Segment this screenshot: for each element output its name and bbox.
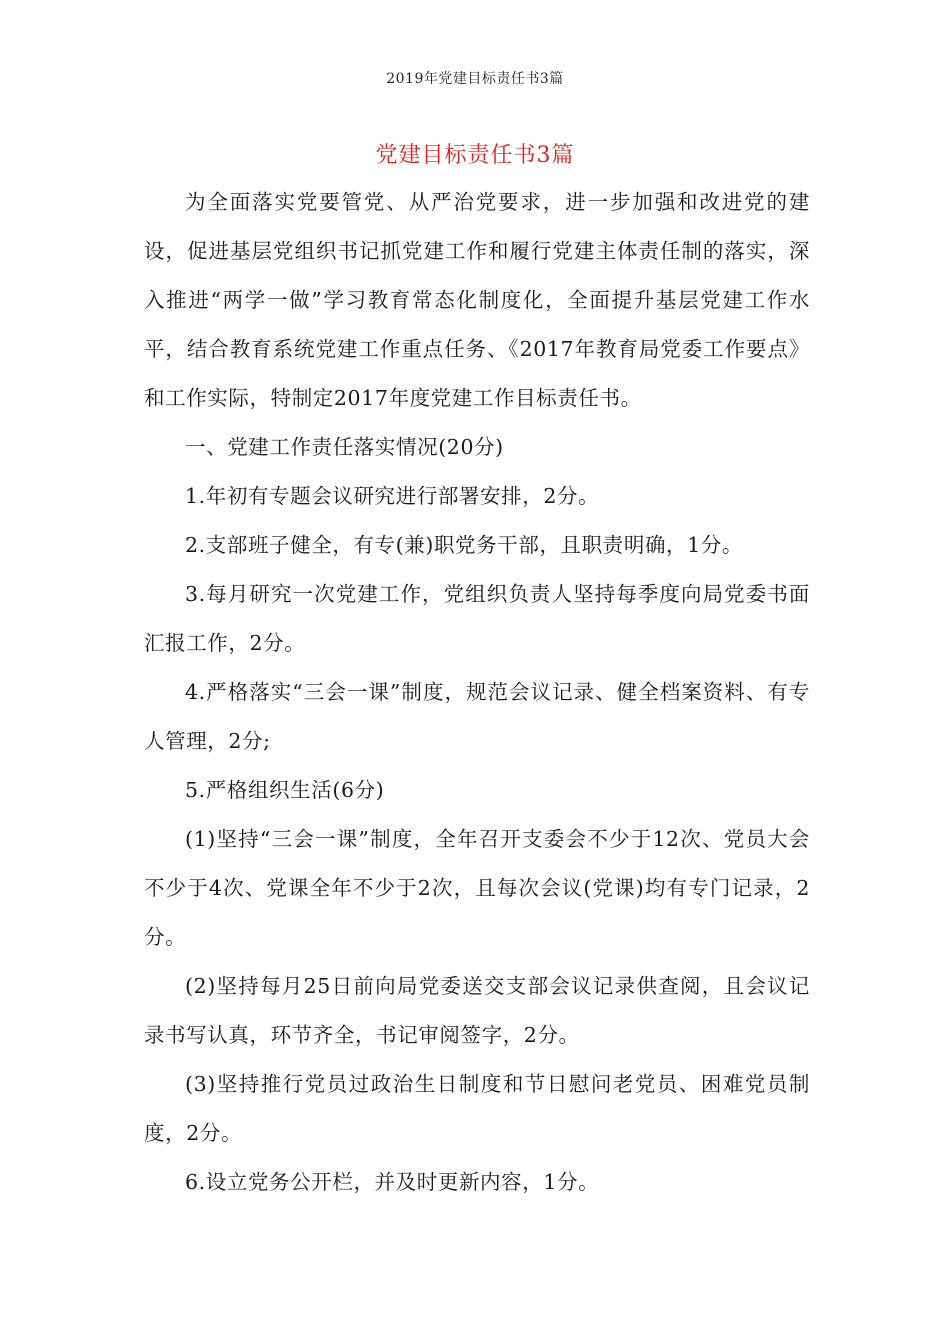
document-title: 党建目标责任书3篇 bbox=[375, 143, 575, 168]
item-4: 4.严格落实“三会一课”制度，规范会议记录、健全档案资料、有专人管理，2分; bbox=[144, 680, 810, 753]
section-heading-1: 一、党建工作责任落实情况(20分) bbox=[185, 435, 504, 459]
paragraph-intro: 为全面落实党要管党、从严治党要求，进一步加强和改进党的建设，促进基层党组织书记抓党建工作和履行党建主体责任制的落实，深入推进“两学一做”学习教育常态化制度化，全面提升基层党建工作水平，结合教育系统党建工作重点任务、《2017年教育局党委工作要点》和工作实际，特制定2017年度党建工作目标责任书。 bbox=[144, 190, 810, 410]
item-6: 6.设立党务公开栏，并及时更新内容，1分。 bbox=[185, 1170, 600, 1194]
subitem-5-1: (1)坚持“三会一课”制度，全年召开支委会不少于12次、党员大会不少于4次、党课全年不少于2次，且每次会议(党课)均有专门记录，2分。 bbox=[144, 827, 810, 949]
subitem-5-3: (3)坚持推行党员过政治生日制度和节日慰问老党员、困难党员制度，2分。 bbox=[144, 1072, 810, 1145]
item-1: 1.年初有专题会议研究进行部署安排，2分。 bbox=[185, 484, 600, 508]
item-3: 3.每月研究一次党建工作，党组织负责人坚持每季度向局党委书面汇报工作，2分。 bbox=[144, 582, 810, 655]
document-body bbox=[144, 178, 810, 1207]
item-2: 2.支部班子健全，有专(兼)职党务干部，且职责明确，1分。 bbox=[185, 533, 743, 557]
running-header: 2019年党建目标责任书3篇 bbox=[386, 71, 564, 87]
subitem-5-2: (2)坚持每月25日前向局党委送交支部会议记录供查阅，且会议记录书写认真，环节齐全，书记审阅签字，2分。 bbox=[144, 974, 810, 1047]
item-5: 5.严格组织生活(6分) bbox=[185, 778, 385, 802]
